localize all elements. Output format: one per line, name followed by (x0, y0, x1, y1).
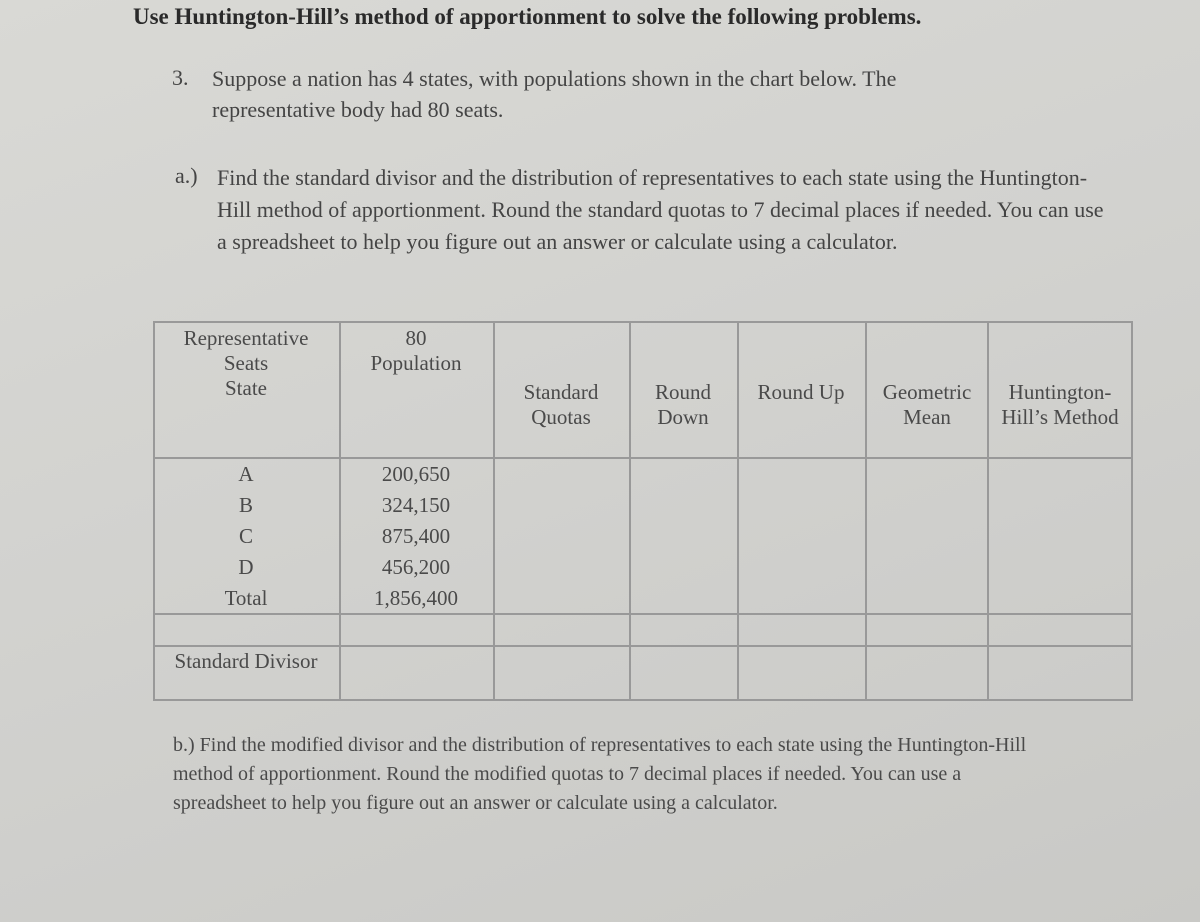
worksheet-heading: Use Huntington-Hill’s method of apportionment to solve the following problems. (133, 4, 922, 29)
column-header-round-down: Round Down (654, 380, 711, 429)
state-cell: A (238, 462, 254, 486)
column-header-round-up: Round Up (757, 380, 845, 404)
population-total: 1,856,400 (374, 586, 458, 610)
representative-seats-label: Representative Seats (183, 326, 309, 375)
column-header-population: Population (370, 351, 462, 375)
part-a-instructions: Find the standard divisor and the distribution of representatives to each state using the Huntington-Hill method of apportionment. Round the standard quotas to 7 decimal places if needed. You can use a spreadsheet to help you figure out an answer or calculate using a calculator. (217, 165, 1104, 254)
population-cell: 324,150 (381, 493, 451, 517)
part-a-label: a.) (175, 163, 198, 188)
problem-number: 3. (172, 65, 189, 90)
apportionment-table (153, 321, 1133, 701)
population-cell: 875,400 (381, 524, 451, 548)
part-b-instructions: b.) Find the modified divisor and the distribution of representatives to each state using the Huntington-Hill method of apportionment. Round the modified quotas to 7 decimal places if needed. You can use a spreadsheet to help you figure out an answer or calculate using a calculator. (173, 734, 1027, 814)
total-label: Total (224, 586, 268, 610)
problem-statement: Suppose a nation has 4 states, with populations shown in the chart below. The representative body had 80 seats. (212, 66, 897, 122)
column-header-standard-quotas: Standard Quotas (523, 380, 599, 429)
seats-value: 80 (405, 326, 427, 350)
column-header-huntington-hill-method: Huntington-Hill’s Method (1001, 380, 1119, 429)
standard-divisor-label: Standard Divisor (174, 649, 318, 673)
column-header-geometric-mean: Geometric Mean (882, 380, 972, 429)
state-cell: C (238, 524, 253, 548)
population-cell: 456,200 (381, 555, 451, 579)
state-cell: B (238, 493, 253, 517)
column-header-state: State (225, 376, 267, 400)
state-cell: D (238, 555, 254, 579)
population-cell: 200,650 (381, 462, 451, 486)
